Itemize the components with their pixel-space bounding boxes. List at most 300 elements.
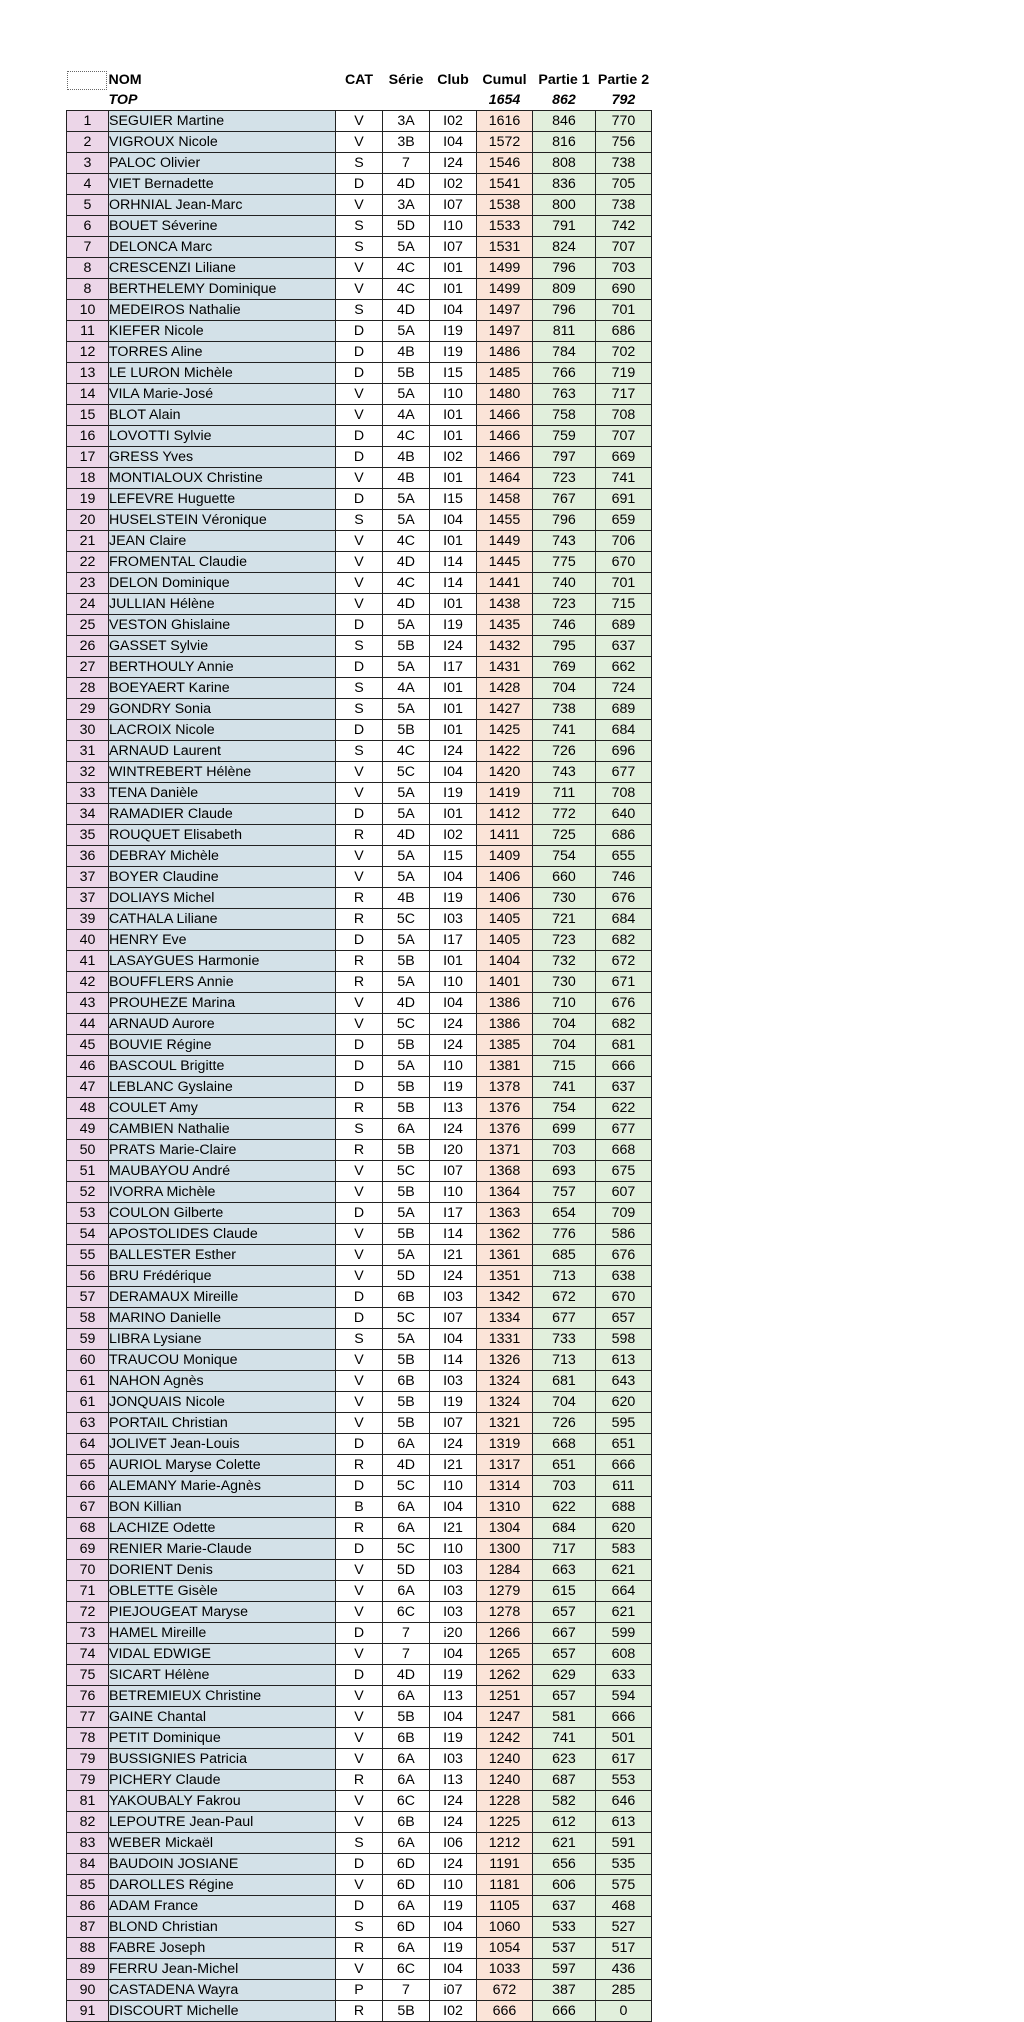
- rank-cell[interactable]: 48: [67, 1098, 109, 1119]
- cat-cell[interactable]: D: [336, 342, 383, 363]
- serie-cell[interactable]: 5A: [383, 384, 430, 405]
- partie-1-cell[interactable]: 741: [533, 1077, 596, 1098]
- club-cell[interactable]: I19: [430, 615, 477, 636]
- club-cell[interactable]: I21: [430, 1245, 477, 1266]
- name-cell[interactable]: PICHERY Claude: [109, 1770, 336, 1791]
- serie-cell[interactable]: 4C: [383, 258, 430, 279]
- club-cell[interactable]: I04: [430, 1329, 477, 1350]
- serie-cell[interactable]: 6A: [383, 1686, 430, 1707]
- cat-cell[interactable]: V: [336, 1161, 383, 1182]
- cumul-cell[interactable]: 1321: [477, 1413, 533, 1434]
- name-cell[interactable]: LEBLANC Gyslaine: [109, 1077, 336, 1098]
- name-cell[interactable]: LEPOUTRE Jean-Paul: [109, 1812, 336, 1833]
- partie-1-cell[interactable]: 732: [533, 951, 596, 972]
- partie-2-cell[interactable]: 591: [596, 1833, 652, 1854]
- partie-1-cell[interactable]: 656: [533, 1854, 596, 1875]
- serie-cell[interactable]: 4C: [383, 279, 430, 300]
- serie-cell[interactable]: 4D: [383, 993, 430, 1014]
- cat-cell[interactable]: R: [336, 909, 383, 930]
- club-cell[interactable]: I24: [430, 1035, 477, 1056]
- name-cell[interactable]: SEGUIER Martine: [109, 111, 336, 132]
- serie-cell[interactable]: 5C: [383, 1014, 430, 1035]
- name-cell[interactable]: DELONCA Marc: [109, 237, 336, 258]
- rank-cell[interactable]: 15: [67, 405, 109, 426]
- cumul-cell[interactable]: 1438: [477, 594, 533, 615]
- serie-cell[interactable]: 5A: [383, 867, 430, 888]
- partie-1-cell[interactable]: 387: [533, 1980, 596, 2001]
- partie-1-cell[interactable]: 767: [533, 489, 596, 510]
- serie-cell[interactable]: 5B: [383, 1182, 430, 1203]
- name-cell[interactable]: LACROIX Nicole: [109, 720, 336, 741]
- serie-cell[interactable]: 5A: [383, 510, 430, 531]
- cat-cell[interactable]: R: [336, 1518, 383, 1539]
- partie-2-cell[interactable]: 669: [596, 447, 652, 468]
- name-cell[interactable]: PALOC Olivier: [109, 153, 336, 174]
- serie-cell[interactable]: 5B: [383, 951, 430, 972]
- partie-2-cell[interactable]: 701: [596, 573, 652, 594]
- serie-cell[interactable]: 4D: [383, 174, 430, 195]
- cumul-cell[interactable]: 1499: [477, 279, 533, 300]
- cumul-cell[interactable]: 1428: [477, 678, 533, 699]
- cumul-cell[interactable]: 1251: [477, 1686, 533, 1707]
- cat-cell[interactable]: D: [336, 615, 383, 636]
- name-cell[interactable]: VIDAL EDWIGE: [109, 1644, 336, 1665]
- club-cell[interactable]: I03: [430, 1602, 477, 1623]
- serie-cell[interactable]: 5A: [383, 972, 430, 993]
- cat-cell[interactable]: D: [336, 174, 383, 195]
- name-cell[interactable]: GAINE Chantal: [109, 1707, 336, 1728]
- cumul-cell[interactable]: 1334: [477, 1308, 533, 1329]
- rank-cell[interactable]: 47: [67, 1077, 109, 1098]
- name-cell[interactable]: MONTIALOUX Christine: [109, 468, 336, 489]
- partie-2-cell[interactable]: 684: [596, 909, 652, 930]
- partie-2-cell[interactable]: 613: [596, 1812, 652, 1833]
- cumul-cell[interactable]: 1376: [477, 1119, 533, 1140]
- serie-cell[interactable]: 5A: [383, 615, 430, 636]
- club-cell[interactable]: I19: [430, 1728, 477, 1749]
- cat-cell[interactable]: V: [336, 1560, 383, 1581]
- cumul-cell[interactable]: 1363: [477, 1203, 533, 1224]
- partie-2-cell[interactable]: 595: [596, 1413, 652, 1434]
- name-cell[interactable]: VIET Bernadette: [109, 174, 336, 195]
- partie-1-cell[interactable]: 537: [533, 1938, 596, 1959]
- cat-cell[interactable]: D: [336, 1077, 383, 1098]
- cat-cell[interactable]: V: [336, 1224, 383, 1245]
- serie-cell[interactable]: 6C: [383, 1602, 430, 1623]
- name-cell[interactable]: PIEJOUGEAT Maryse: [109, 1602, 336, 1623]
- serie-cell[interactable]: 6A: [383, 1119, 430, 1140]
- cumul-cell[interactable]: 1364: [477, 1182, 533, 1203]
- name-cell[interactable]: NAHON Agnès: [109, 1371, 336, 1392]
- club-cell[interactable]: I10: [430, 972, 477, 993]
- club-cell[interactable]: I03: [430, 1287, 477, 1308]
- rank-cell[interactable]: 87: [67, 1917, 109, 1938]
- rank-cell[interactable]: 16: [67, 426, 109, 447]
- cat-cell[interactable]: R: [336, 1455, 383, 1476]
- rank-cell[interactable]: 13: [67, 363, 109, 384]
- partie-2-cell[interactable]: 655: [596, 846, 652, 867]
- club-cell[interactable]: I24: [430, 1434, 477, 1455]
- partie-2-cell[interactable]: 666: [596, 1707, 652, 1728]
- rank-cell[interactable]: 40: [67, 930, 109, 951]
- rank-cell[interactable]: 83: [67, 1833, 109, 1854]
- cumul-cell[interactable]: 1331: [477, 1329, 533, 1350]
- serie-cell[interactable]: 6A: [383, 1770, 430, 1791]
- rank-cell[interactable]: 23: [67, 573, 109, 594]
- cumul-cell[interactable]: 1499: [477, 258, 533, 279]
- cumul-cell[interactable]: 1060: [477, 1917, 533, 1938]
- partie-2-cell[interactable]: 707: [596, 237, 652, 258]
- name-cell[interactable]: DEBRAY Michèle: [109, 846, 336, 867]
- club-cell[interactable]: I01: [430, 804, 477, 825]
- cat-cell[interactable]: V: [336, 531, 383, 552]
- rank-cell[interactable]: 29: [67, 699, 109, 720]
- partie-1-cell[interactable]: 711: [533, 783, 596, 804]
- partie-2-cell[interactable]: 646: [596, 1791, 652, 1812]
- partie-1-cell[interactable]: 723: [533, 930, 596, 951]
- partie-1-cell[interactable]: 846: [533, 111, 596, 132]
- name-cell[interactable]: TENA Danièle: [109, 783, 336, 804]
- partie-1-cell[interactable]: 621: [533, 1833, 596, 1854]
- partie-2-cell[interactable]: 671: [596, 972, 652, 993]
- cumul-cell[interactable]: 1304: [477, 1518, 533, 1539]
- serie-cell[interactable]: 4B: [383, 888, 430, 909]
- partie-1-cell[interactable]: 713: [533, 1266, 596, 1287]
- serie-cell[interactable]: 5A: [383, 783, 430, 804]
- partie-1-cell[interactable]: 758: [533, 405, 596, 426]
- name-cell[interactable]: BETREMIEUX Christine: [109, 1686, 336, 1707]
- cat-cell[interactable]: V: [336, 1875, 383, 1896]
- partie-1-cell[interactable]: 672: [533, 1287, 596, 1308]
- cumul-cell[interactable]: 1376: [477, 1098, 533, 1119]
- partie-2-cell[interactable]: 738: [596, 153, 652, 174]
- cat-cell[interactable]: R: [336, 1140, 383, 1161]
- club-cell[interactable]: I10: [430, 1875, 477, 1896]
- partie-2-cell[interactable]: 617: [596, 1749, 652, 1770]
- serie-cell[interactable]: 6A: [383, 1938, 430, 1959]
- partie-2-cell[interactable]: 756: [596, 132, 652, 153]
- partie-2-cell[interactable]: 662: [596, 657, 652, 678]
- partie-2-cell[interactable]: 613: [596, 1350, 652, 1371]
- rank-cell[interactable]: 66: [67, 1476, 109, 1497]
- rank-cell[interactable]: 4: [67, 174, 109, 195]
- partie-1-cell[interactable]: 612: [533, 1812, 596, 1833]
- club-cell[interactable]: I04: [430, 1707, 477, 1728]
- serie-cell[interactable]: 5C: [383, 1308, 430, 1329]
- name-cell[interactable]: FABRE Joseph: [109, 1938, 336, 1959]
- rank-cell[interactable]: 3: [67, 153, 109, 174]
- name-cell[interactable]: DISCOURT Michelle: [109, 2001, 336, 2022]
- partie-2-cell[interactable]: 691: [596, 489, 652, 510]
- cat-cell[interactable]: S: [336, 237, 383, 258]
- cumul-cell[interactable]: 1419: [477, 783, 533, 804]
- partie-1-cell[interactable]: 704: [533, 678, 596, 699]
- cumul-cell[interactable]: 1572: [477, 132, 533, 153]
- rank-cell[interactable]: 82: [67, 1812, 109, 1833]
- cumul-cell[interactable]: 1425: [477, 720, 533, 741]
- partie-1-cell[interactable]: 741: [533, 720, 596, 741]
- cumul-cell[interactable]: 1033: [477, 1959, 533, 1980]
- partie-2-cell[interactable]: 583: [596, 1539, 652, 1560]
- cat-cell[interactable]: V: [336, 384, 383, 405]
- partie-1-cell[interactable]: 741: [533, 1728, 596, 1749]
- partie-2-cell[interactable]: 742: [596, 216, 652, 237]
- cumul-cell[interactable]: 1401: [477, 972, 533, 993]
- rank-cell[interactable]: 30: [67, 720, 109, 741]
- partie-1-cell[interactable]: 725: [533, 825, 596, 846]
- name-cell[interactable]: VIGROUX Nicole: [109, 132, 336, 153]
- club-cell[interactable]: I15: [430, 489, 477, 510]
- serie-cell[interactable]: 6A: [383, 1518, 430, 1539]
- club-cell[interactable]: I14: [430, 573, 477, 594]
- club-cell[interactable]: I19: [430, 888, 477, 909]
- club-cell[interactable]: I02: [430, 111, 477, 132]
- cat-cell[interactable]: R: [336, 825, 383, 846]
- name-cell[interactable]: HENRY Eve: [109, 930, 336, 951]
- rank-cell[interactable]: 11: [67, 321, 109, 342]
- club-cell[interactable]: i07: [430, 1980, 477, 2001]
- partie-1-cell[interactable]: 660: [533, 867, 596, 888]
- cumul-cell[interactable]: 1368: [477, 1161, 533, 1182]
- partie-1-cell[interactable]: 699: [533, 1119, 596, 1140]
- rank-cell[interactable]: 64: [67, 1434, 109, 1455]
- rank-cell[interactable]: 90: [67, 1980, 109, 2001]
- rank-cell[interactable]: 72: [67, 1602, 109, 1623]
- club-cell[interactable]: I04: [430, 300, 477, 321]
- cumul-cell[interactable]: 1455: [477, 510, 533, 531]
- rank-cell[interactable]: 43: [67, 993, 109, 1014]
- club-cell[interactable]: I10: [430, 384, 477, 405]
- partie-1-cell[interactable]: 721: [533, 909, 596, 930]
- name-cell[interactable]: CATHALA Liliane: [109, 909, 336, 930]
- serie-cell[interactable]: 6D: [383, 1917, 430, 1938]
- serie-cell[interactable]: 3A: [383, 195, 430, 216]
- rank-cell[interactable]: 27: [67, 657, 109, 678]
- club-cell[interactable]: I01: [430, 426, 477, 447]
- club-cell[interactable]: I07: [430, 1413, 477, 1434]
- partie-1-cell[interactable]: 723: [533, 594, 596, 615]
- partie-2-cell[interactable]: 677: [596, 1119, 652, 1140]
- cat-cell[interactable]: V: [336, 405, 383, 426]
- serie-cell[interactable]: 6D: [383, 1875, 430, 1896]
- partie-2-cell[interactable]: 608: [596, 1644, 652, 1665]
- name-cell[interactable]: HAMEL Mireille: [109, 1623, 336, 1644]
- club-cell[interactable]: I01: [430, 531, 477, 552]
- cumul-cell[interactable]: 1466: [477, 447, 533, 468]
- partie-2-cell[interactable]: 640: [596, 804, 652, 825]
- partie-1-cell[interactable]: 677: [533, 1308, 596, 1329]
- serie-cell[interactable]: 4D: [383, 594, 430, 615]
- partie-1-cell[interactable]: 740: [533, 573, 596, 594]
- name-cell[interactable]: KIEFER Nicole: [109, 321, 336, 342]
- cumul-cell[interactable]: 1546: [477, 153, 533, 174]
- cumul-cell[interactable]: 1324: [477, 1392, 533, 1413]
- partie-2-cell[interactable]: 633: [596, 1665, 652, 1686]
- cat-cell[interactable]: V: [336, 594, 383, 615]
- club-cell[interactable]: I07: [430, 1161, 477, 1182]
- serie-cell[interactable]: 5C: [383, 909, 430, 930]
- rank-cell[interactable]: 14: [67, 384, 109, 405]
- cat-cell[interactable]: S: [336, 510, 383, 531]
- cat-cell[interactable]: R: [336, 951, 383, 972]
- cat-cell[interactable]: R: [336, 2001, 383, 2022]
- club-cell[interactable]: I19: [430, 342, 477, 363]
- cumul-cell[interactable]: 1319: [477, 1434, 533, 1455]
- serie-cell[interactable]: 4C: [383, 531, 430, 552]
- serie-cell[interactable]: 4D: [383, 1665, 430, 1686]
- partie-1-cell[interactable]: 784: [533, 342, 596, 363]
- cat-cell[interactable]: D: [336, 1539, 383, 1560]
- club-cell[interactable]: I24: [430, 1119, 477, 1140]
- rank-cell[interactable]: 84: [67, 1854, 109, 1875]
- cat-cell[interactable]: V: [336, 1749, 383, 1770]
- name-cell[interactable]: COULET Amy: [109, 1098, 336, 1119]
- cumul-cell[interactable]: 1449: [477, 531, 533, 552]
- name-cell[interactable]: BOYER Claudine: [109, 867, 336, 888]
- partie-1-cell[interactable]: 723: [533, 468, 596, 489]
- cumul-cell[interactable]: 1420: [477, 762, 533, 783]
- partie-2-cell[interactable]: 701: [596, 300, 652, 321]
- partie-1-cell[interactable]: 730: [533, 972, 596, 993]
- partie-1-cell[interactable]: 704: [533, 1392, 596, 1413]
- cat-cell[interactable]: S: [336, 699, 383, 720]
- cat-cell[interactable]: D: [336, 1308, 383, 1329]
- rank-cell[interactable]: 86: [67, 1896, 109, 1917]
- partie-2-cell[interactable]: 535: [596, 1854, 652, 1875]
- cat-cell[interactable]: D: [336, 720, 383, 741]
- rank-cell[interactable]: 37: [67, 867, 109, 888]
- serie-cell[interactable]: 4B: [383, 468, 430, 489]
- cumul-cell[interactable]: 1279: [477, 1581, 533, 1602]
- cumul-cell[interactable]: 1284: [477, 1560, 533, 1581]
- partie-1-cell[interactable]: 776: [533, 1224, 596, 1245]
- club-cell[interactable]: I13: [430, 1770, 477, 1791]
- name-cell[interactable]: WEBER Mickaël: [109, 1833, 336, 1854]
- club-cell[interactable]: I10: [430, 1476, 477, 1497]
- partie-2-cell[interactable]: 527: [596, 1917, 652, 1938]
- name-cell[interactable]: TORRES Aline: [109, 342, 336, 363]
- name-cell[interactable]: BERTHELEMY Dominique: [109, 279, 336, 300]
- serie-cell[interactable]: 6B: [383, 1812, 430, 1833]
- partie-1-cell[interactable]: 533: [533, 1917, 596, 1938]
- rank-cell[interactable]: 36: [67, 846, 109, 867]
- club-cell[interactable]: I21: [430, 1455, 477, 1476]
- rank-cell[interactable]: 60: [67, 1350, 109, 1371]
- cat-cell[interactable]: D: [336, 447, 383, 468]
- rank-cell[interactable]: 28: [67, 678, 109, 699]
- club-cell[interactable]: I07: [430, 1308, 477, 1329]
- cumul-cell[interactable]: 1386: [477, 993, 533, 1014]
- cumul-cell[interactable]: 1531: [477, 237, 533, 258]
- name-cell[interactable]: BLOND Christian: [109, 1917, 336, 1938]
- partie-2-cell[interactable]: 770: [596, 111, 652, 132]
- cat-cell[interactable]: D: [336, 426, 383, 447]
- cat-cell[interactable]: B: [336, 1497, 383, 1518]
- cumul-cell[interactable]: 1105: [477, 1896, 533, 1917]
- partie-2-cell[interactable]: 686: [596, 825, 652, 846]
- rank-cell[interactable]: 53: [67, 1203, 109, 1224]
- name-cell[interactable]: JONQUAIS Nicole: [109, 1392, 336, 1413]
- rank-cell[interactable]: 49: [67, 1119, 109, 1140]
- rank-cell[interactable]: 34: [67, 804, 109, 825]
- partie-2-cell[interactable]: 708: [596, 405, 652, 426]
- name-cell[interactable]: AURIOL Maryse Colette: [109, 1455, 336, 1476]
- cat-cell[interactable]: D: [336, 1623, 383, 1644]
- club-cell[interactable]: I24: [430, 153, 477, 174]
- serie-cell[interactable]: 6A: [383, 1581, 430, 1602]
- serie-cell[interactable]: 4C: [383, 573, 430, 594]
- club-cell[interactable]: I24: [430, 1266, 477, 1287]
- partie-1-cell[interactable]: 615: [533, 1581, 596, 1602]
- club-cell[interactable]: I01: [430, 594, 477, 615]
- rank-cell[interactable]: 63: [67, 1413, 109, 1434]
- partie-1-cell[interactable]: 743: [533, 762, 596, 783]
- serie-cell[interactable]: 5A: [383, 657, 430, 678]
- partie-1-cell[interactable]: 757: [533, 1182, 596, 1203]
- partie-2-cell[interactable]: 651: [596, 1434, 652, 1455]
- partie-1-cell[interactable]: 703: [533, 1476, 596, 1497]
- cumul-cell[interactable]: 1324: [477, 1371, 533, 1392]
- partie-2-cell[interactable]: 637: [596, 1077, 652, 1098]
- serie-cell[interactable]: 5A: [383, 321, 430, 342]
- club-cell[interactable]: I03: [430, 1581, 477, 1602]
- club-cell[interactable]: I13: [430, 1686, 477, 1707]
- partie-1-cell[interactable]: 769: [533, 657, 596, 678]
- partie-1-cell[interactable]: 581: [533, 1707, 596, 1728]
- rank-cell[interactable]: 52: [67, 1182, 109, 1203]
- cat-cell[interactable]: V: [336, 1266, 383, 1287]
- partie-1-cell[interactable]: 704: [533, 1035, 596, 1056]
- club-cell[interactable]: I24: [430, 1791, 477, 1812]
- partie-2-cell[interactable]: 575: [596, 1875, 652, 1896]
- partie-2-cell[interactable]: 611: [596, 1476, 652, 1497]
- rank-cell[interactable]: 88: [67, 1938, 109, 1959]
- club-cell[interactable]: I15: [430, 846, 477, 867]
- club-cell[interactable]: I03: [430, 909, 477, 930]
- rank-cell[interactable]: 32: [67, 762, 109, 783]
- cat-cell[interactable]: R: [336, 888, 383, 909]
- name-cell[interactable]: ARNAUD Laurent: [109, 741, 336, 762]
- cat-cell[interactable]: D: [336, 363, 383, 384]
- serie-cell[interactable]: 4C: [383, 741, 430, 762]
- partie-2-cell[interactable]: 675: [596, 1161, 652, 1182]
- name-cell[interactable]: BOUFFLERS Annie: [109, 972, 336, 993]
- cat-cell[interactable]: V: [336, 846, 383, 867]
- serie-cell[interactable]: 5D: [383, 216, 430, 237]
- club-cell[interactable]: I19: [430, 1896, 477, 1917]
- cumul-cell[interactable]: 1361: [477, 1245, 533, 1266]
- cumul-cell[interactable]: 1371: [477, 1140, 533, 1161]
- club-cell[interactable]: I19: [430, 1077, 477, 1098]
- partie-2-cell[interactable]: 696: [596, 741, 652, 762]
- partie-1-cell[interactable]: 657: [533, 1686, 596, 1707]
- club-cell[interactable]: I01: [430, 951, 477, 972]
- serie-cell[interactable]: 6A: [383, 1833, 430, 1854]
- cumul-cell[interactable]: 1432: [477, 636, 533, 657]
- club-cell[interactable]: I04: [430, 1497, 477, 1518]
- cumul-cell[interactable]: 1431: [477, 657, 533, 678]
- partie-2-cell[interactable]: 664: [596, 1581, 652, 1602]
- rank-cell[interactable]: 41: [67, 951, 109, 972]
- serie-cell[interactable]: 6D: [383, 1854, 430, 1875]
- partie-1-cell[interactable]: 743: [533, 531, 596, 552]
- name-cell[interactable]: FERRU Jean-Michel: [109, 1959, 336, 1980]
- cumul-cell[interactable]: 1541: [477, 174, 533, 195]
- serie-cell[interactable]: 5A: [383, 1056, 430, 1077]
- cat-cell[interactable]: V: [336, 258, 383, 279]
- cat-cell[interactable]: V: [336, 1392, 383, 1413]
- partie-2-cell[interactable]: 676: [596, 1245, 652, 1266]
